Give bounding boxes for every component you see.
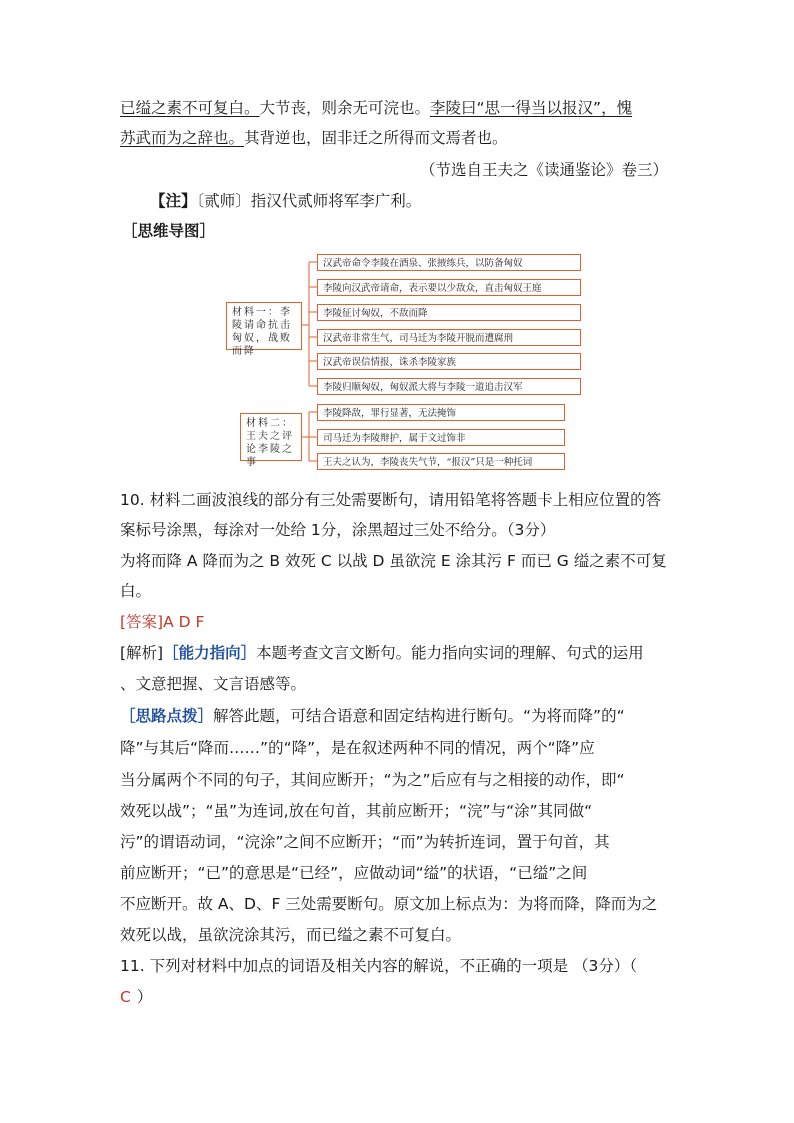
q10-tip-line: 降”与其后“降而……”的“降”，是在叙述两种不同的情况，两个“降”应 — [120, 739, 595, 757]
mindmap-root-material-1: 材料一：李陵请命抗击匈奴，战败而降 — [226, 302, 302, 350]
q10-tip-line: 效死以战”；“虽”为连词,放在句首，其前应断开；“浣”与“涂”其同做“ — [120, 802, 593, 820]
q10-analysis-line-1 — [120, 643, 644, 663]
mindmap-branch: 汉武帝命令李陵在酒泉、张掖练兵，以防备匈奴 — [317, 254, 581, 271]
source-citation: （节选自王夫之《读通鉴论》卷三） — [419, 161, 668, 179]
mindmap-root-material-2: 材料二：王夫之评论李陵之事 — [240, 413, 302, 461]
mindmap-heading: ［思维导图］ — [122, 222, 216, 240]
tip-text: 解答此题，可结合语意和固定结构进行断句。“为将而降”的“ — [213, 707, 625, 725]
underlined-text: 李陵曰“思一得当以报汉”，愧 — [430, 99, 633, 117]
underlined-text: 苏武而为之辞也。 — [120, 129, 245, 147]
passage-text: 其背逆也，固非迁之所得而文焉者也。 — [244, 129, 508, 147]
q11-stem: 11. 下列对材料中加点的词语及相关内容的解说，不正确的一项是 （3分）（ — [120, 957, 638, 975]
q10-sentence-line-1: 为将而降 A 降而为之 B 效死 C 以战 D 虽欲浣 E 涂其污 F 而已 G 缢之素不可复 — [120, 552, 667, 570]
q11-answer: C — [120, 988, 131, 1006]
q11-answer-line — [120, 987, 152, 1007]
q10-tip-line: 不应断开。故 A、D、F 三处需要断句。原文加上标点为：为将而降，降而为之 — [120, 895, 658, 913]
q10-sentence-line-2: 白。 — [120, 582, 152, 600]
q10-tip-line-1 — [120, 706, 625, 726]
answer-value: A D F — [163, 613, 205, 631]
mindmap-branch: 李陵降敌，罪行显著，无法掩饰 — [317, 404, 565, 421]
mindmap-branch: 李陵向汉武帝请命，表示要以少敌众，直击匈奴王庭 — [317, 279, 581, 296]
q10-analysis-line-2: 、文意把握、文言语感等。 — [120, 675, 307, 693]
q10-answer — [120, 612, 204, 632]
ability-text: 本题考查文言文断句。能力指向实词的理解、句式的运用 — [256, 644, 644, 662]
q11-close-paren: ） — [136, 988, 153, 1006]
underlined-text: 已缢之素不可复白。 — [120, 99, 260, 117]
q10-tip-line: 前应断开；“已”的意思是“已经”，应做动词“缢”的状语，“已缢”之间 — [120, 864, 588, 882]
note-text: 〔贰师〕指汉代贰师将军李广利。 — [196, 192, 422, 210]
passage-text: 大节丧，则余无可浣也。 — [259, 99, 431, 117]
ability-label: ［能力指向］ — [163, 644, 257, 662]
q10-stem-line-1: 10. 材料二画波浪线的部分有三处需要断句，请用铅笔将答题卡上相应位置的答 — [120, 491, 662, 509]
mindmap-branch: 汉武帝非常生气，司马迁为李陵开脱而遭腐刑 — [317, 329, 581, 346]
q10-tip-line: 当分属两个不同的句子，其间应断开；“为之”后应有与之相接的动作，即“ — [120, 771, 625, 789]
q10-tip-line: 效死以战，虽欲浣涂其污，而已缢之素不可复白。 — [120, 926, 462, 944]
mindmap-branch: 李陵归顺匈奴，匈奴派大将与李陵一道追击汉军 — [317, 378, 581, 395]
mindmap-branch: 司马迁为李陵辩护，属于文过饰非 — [317, 429, 565, 446]
mindmap-branch: 王夫之认为，李陵丧失气节，“报汉”只是一种托词 — [317, 453, 565, 470]
q10-tip-line: 污”的谓语动词，“浣涂”之间不应断开；“而”为转折连词，置于句首，其 — [120, 833, 610, 851]
mindmap-branch: 李陵征讨匈奴，不敌而降 — [317, 304, 581, 321]
q10-stem-line-2: 案标号涂黑，每涂对一处给 1分，涂黑超过三处不给分。（3分） — [120, 521, 556, 539]
analysis-label: [解析] — [120, 644, 164, 662]
answer-label: [答案] — [120, 613, 164, 631]
mindmap-branch: 汉武帝误信情报，诛杀李陵家族 — [317, 353, 581, 370]
note-label: 【注】 — [150, 192, 197, 210]
tip-label: ［思路点拨］ — [120, 707, 214, 725]
